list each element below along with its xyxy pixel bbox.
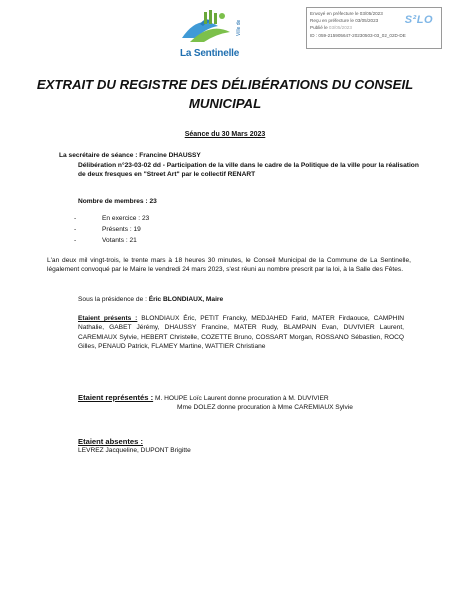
list-dash: - (74, 226, 77, 233)
list-item (74, 225, 274, 236)
member-stats-list (74, 214, 274, 247)
seance-date: Séance du 30 Mars 2023 (184, 131, 266, 138)
stamp-received-date: Reçu en préfecture le 03/05/2023 (310, 18, 379, 24)
represented-proxy-2: Mme DOLEZ donne procuration à Mme CAREMIAUX Sylvie (177, 404, 353, 412)
stat-en-exercice: En exercice : 23 (102, 215, 150, 222)
represented-proxy-1: M. HOUPE Loïc Laurent donne procuration à M. DUVIVIER (153, 395, 329, 402)
stamp-sent-date: Envoyé en préfecture le 03/05/2023 (310, 11, 383, 16)
represented-line-1 (78, 393, 398, 403)
stat-presents: Présents : 19 (102, 226, 141, 233)
stamp-published-date: 03/05/2023 (328, 25, 352, 31)
presidence-label: Sous la présidence de : (78, 296, 149, 303)
logo-ville-text: Ville de (236, 19, 242, 36)
member-count: Nombre de membres : 23 (78, 198, 157, 205)
presents-names: BLONDIAUX Éric, PETIT Francky, MEDJAHED Farid, MATER Firdaouce, CAMPHIN Nathalie, GABET Jérémy, DHAUSSY Francine, MATER Rudy, BLAMPAIN Evan, DUVIVIER Laurent, CAREMIAUX Sylvie, HEBERT Christelle, COZETTE Bruno, COSSART Morgan, ROSSANO Sébastien, ROCQ Gilles, PENAUD Patrick, FLAMEY Martine, WATTIER Christiane (78, 315, 404, 351)
presents-label: Etaient présents : (78, 315, 138, 322)
slo-logo: S²LO (404, 14, 433, 26)
logo-city-name: La Sentinelle (180, 48, 240, 59)
list-dash: - (74, 237, 77, 244)
absents-names: LEVREZ Jacqueline, DUPONT Brigitte (78, 447, 191, 455)
presents-section (78, 314, 404, 352)
presidence-line (78, 295, 398, 304)
absents-section (78, 437, 398, 456)
represented-label: Etaient représentés : (78, 393, 154, 402)
city-logo-emblem-icon (176, 8, 258, 48)
presidence-name: Éric BLONDIAUX, Maire (148, 296, 224, 303)
city-logo (176, 8, 258, 58)
list-item (74, 236, 274, 247)
stat-votants: Votants : 21 (102, 237, 137, 244)
list-dash: - (74, 215, 77, 222)
session-paragraph: L'an deux mil vingt-trois, le trente mars à 18 heures 30 minutes, le Conseil Municipal de la Commune de La Sentinelle, légalement convoqué par le Maire le vendredi 24 mars 2023, s'est réuni au nombre prescrit par la loi, à la Salle des Fêtes. (47, 257, 411, 274)
absents-label: Etaient absentes : (78, 437, 143, 446)
document-title: EXTRAIT DU REGISTRE DES DÉLIBÉRATIONS DU CONSEIL MUNICIPAL (36, 77, 414, 111)
prefecture-stamp (306, 7, 442, 49)
represented-section (78, 393, 398, 413)
stamp-id: ID : 059-215905647-20230503-03_02_02D-DE (310, 32, 406, 38)
secretaire-line: La secrétaire de séance : Francine DHAUSSY (59, 152, 201, 159)
list-item (74, 214, 274, 225)
deliberation-title: Délibération n°23-03-02 dd - Participation de la ville dans le cadre de la Politique de la ville pour la réalisation de deux fresques en "Street Art" par le collectif RENART (78, 162, 419, 179)
stamp-published-label: Publié le (310, 25, 328, 31)
